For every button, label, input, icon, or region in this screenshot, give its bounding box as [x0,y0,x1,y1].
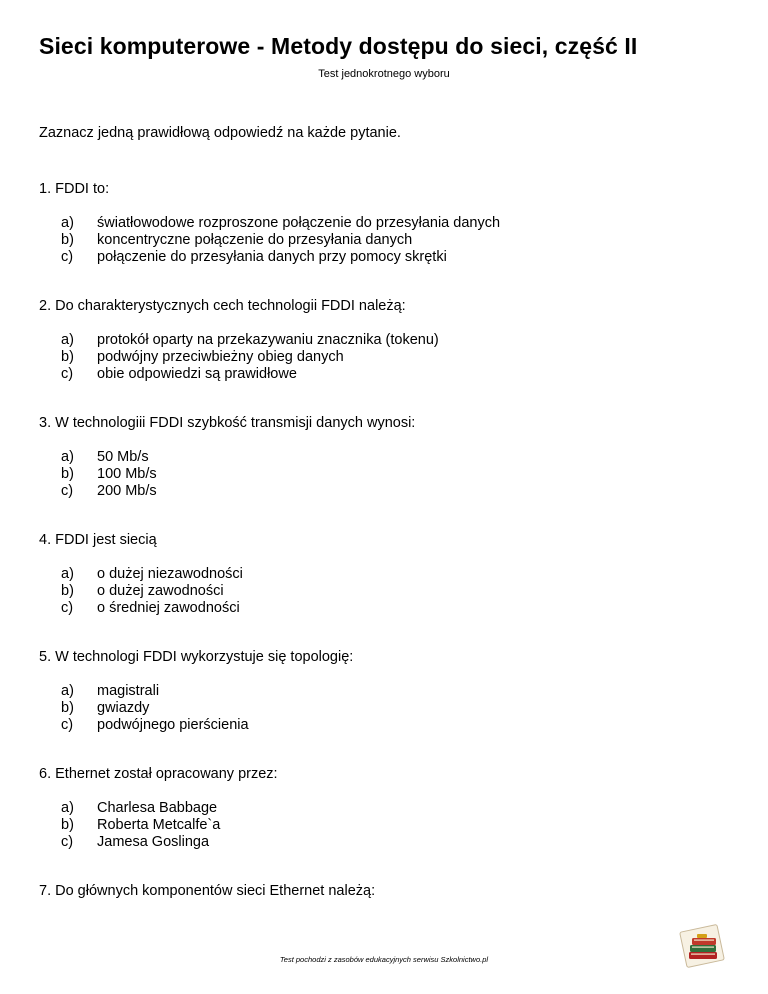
option-letter: c) [61,717,74,733]
option-text: 50 Mb/s [97,449,149,465]
option-text: światłowodowe rozproszone połączenie do przesyłania danych [97,215,501,231]
option-letter: a) [61,683,74,699]
answer-option[interactable] [39,834,278,851]
option-letter: a) [61,332,74,348]
page-title: Sieci komputerowe - Metody dostępu do sieci, część II [39,33,638,59]
option-text: gwiazdy [97,700,150,716]
answer-option[interactable] [39,232,500,249]
option-letter: a) [61,800,74,816]
option-letter: c) [61,834,74,850]
answer-option[interactable] [39,683,353,700]
option-text: połączenie do przesyłania danych przy pomocy skrętki [97,249,447,265]
answer-option[interactable] [39,700,353,717]
option-letter: a) [61,449,74,465]
answer-option[interactable] [39,366,439,383]
option-text: 100 Mb/s [97,466,157,482]
instruction-text: Zaznacz jedną prawidłową odpowiedź na każde pytanie. [39,125,401,141]
answer-option[interactable] [39,215,500,232]
answer-options [39,332,439,383]
option-text: Jamesa Goslinga [97,834,210,850]
answer-options [39,800,278,851]
option-letter: a) [61,215,74,231]
answer-options [39,683,353,734]
question-text: 3. W technologiii FDDI szybkość transmisji danych wynosi: [39,415,416,431]
question-6 [39,765,278,851]
question-text: 7. Do głównych komponentów sieci Ethernet należą: [39,883,376,899]
option-text: 200 Mb/s [97,483,157,499]
option-letter: c) [61,366,74,382]
option-letter: c) [61,483,74,499]
option-text: obie odpowiedzi są prawidłowe [97,366,297,382]
question-text: 2. Do charakterystycznych cech technologii FDDI należą: [39,298,406,314]
option-letter: b) [61,349,74,365]
question-1 [39,180,500,266]
answer-option[interactable] [39,583,243,600]
question-5 [39,648,353,734]
option-letter: c) [61,249,74,265]
question-text: 5. W technologi FDDI wykorzystuje się topologię: [39,649,354,665]
question-7 [39,882,375,900]
option-text: koncentryczne połączenie do przesyłania danych [97,232,413,248]
footer-note: Test pochodzi z zasobów edukacyjnych serwisu Szkolnictwo.pl [279,955,489,964]
option-text: podwójnego pierścienia [97,717,249,733]
question-text: 6. Ethernet został opracowany przez: [39,766,278,782]
option-text: o dużej zawodności [97,583,224,599]
answer-option[interactable] [39,566,243,583]
question-4 [39,531,243,617]
answer-options [39,566,243,617]
books-icon [677,922,727,970]
option-text: protokół oparty na przekazywaniu znacznika (tokenu) [97,332,439,348]
question-2 [39,297,439,383]
answer-option[interactable] [39,249,500,266]
option-text: podwójny przeciwbieżny obieg danych [97,349,344,365]
option-text: magistrali [97,683,160,699]
option-letter: b) [61,466,74,482]
answer-option[interactable] [39,466,415,483]
option-text: Charlesa Babbage [97,800,218,816]
answer-option[interactable] [39,449,415,466]
answer-option[interactable] [39,817,278,834]
answer-option[interactable] [39,483,415,500]
answer-option[interactable] [39,600,243,617]
option-text: o średniej zawodności [97,600,240,616]
option-letter: c) [61,600,74,616]
option-letter: b) [61,583,74,599]
option-letter: b) [61,817,74,833]
answer-option[interactable] [39,717,353,734]
answer-option[interactable] [39,349,439,366]
answer-option[interactable] [39,332,439,349]
option-letter: a) [61,566,74,582]
option-text: Roberta Metcalfe`a [97,817,221,833]
option-letter: b) [61,700,74,716]
answer-options [39,449,415,500]
page-subtitle: Test jednokrotnego wyboru [318,68,450,80]
question-text: 1. FDDI to: [39,181,110,197]
question-text: 4. FDDI jest siecią [39,532,157,548]
option-letter: b) [61,232,74,248]
answer-options [39,215,500,266]
question-3 [39,414,415,500]
option-text: o dużej niezawodności [97,566,243,582]
answer-option[interactable] [39,800,278,817]
